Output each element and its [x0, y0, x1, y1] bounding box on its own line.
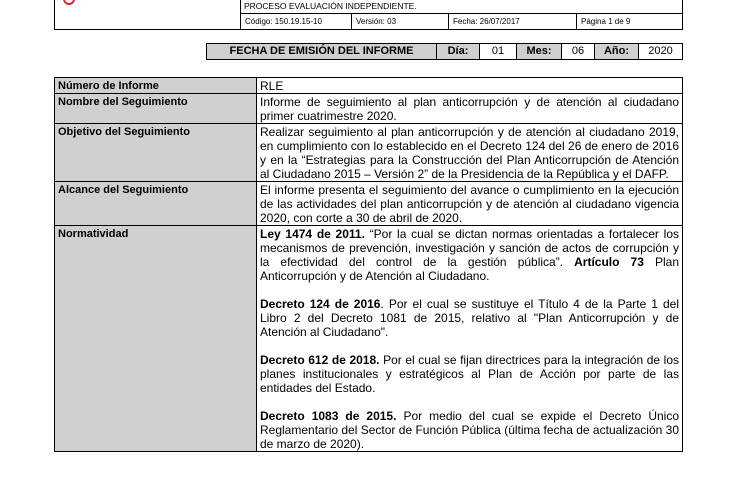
decree-1083-title: Decreto 1083 de 2015.: [260, 409, 397, 423]
year-value: 2020: [648, 45, 673, 57]
decree-612-text: Por el cual se fijan directrices para la integración de los planes institucionales y estratégicos al Plan de Acción por parte de las entidades del Estado.: [260, 353, 679, 395]
objective-label: Objetivo del Seguimiento: [55, 124, 257, 182]
report-number-label: Número de Informe: [55, 78, 257, 94]
law-1474-title: Ley 1474 de 2011.: [260, 227, 365, 241]
decree-612-title: Decreto 612 de 2018.: [260, 353, 380, 367]
header-meta: [241, 14, 682, 30]
month-value: 06: [562, 44, 595, 59]
decree-612-paragraph: [260, 353, 679, 395]
decree-124-title: Decreto 124 de 2016: [260, 297, 381, 311]
scope-value: El informe presenta el seguimiento del avance o cumplimiento en la ejecución de las actividades del plan anticorrupción y de atención al ciudadano vigencia 2020, con corte a 30 de abril de 2020.: [257, 182, 683, 226]
day-value: 01: [480, 44, 517, 59]
decree-124-paragraph: [260, 297, 679, 339]
table-row: [55, 78, 683, 94]
tracking-name-value: Informe de seguimiento al plan anticorrupción y de atención al ciudadano primer cuatrimestre 2020.: [257, 94, 683, 124]
doc-code: Código: 150.19.15-10: [241, 14, 352, 30]
document-header: [54, 0, 683, 30]
header-info: [240, 0, 683, 30]
table-row: [55, 226, 683, 452]
law-1474-paragraph: [260, 227, 679, 283]
scope-label: Alcance del Seguimiento: [55, 182, 257, 226]
regulations-value: [257, 226, 683, 452]
article-73-title: Artículo 73: [574, 255, 644, 269]
emission-label: FECHA DE EMISIÓN DEL INFORME: [207, 44, 437, 59]
logo-cell: [54, 0, 240, 30]
decree-1083-paragraph: [260, 409, 679, 451]
table-row: [55, 182, 683, 226]
report-info-table: [54, 77, 683, 452]
report-number-value: RLE: [257, 78, 683, 94]
tracking-name-label: Nombre del Seguimiento: [55, 94, 257, 124]
doc-version: Versión: 03: [352, 14, 449, 30]
table-row: [55, 124, 683, 182]
table-row: [55, 94, 683, 124]
article-73-text: Plan Anticorrupción y de Atención al Ciudadano.: [260, 255, 680, 283]
decree-1083-text: Por medio del cual se expide el Decreto Único Reglamentario del Sector de Función Pública (última fecha de actualización 30 de marzo de 2020).: [260, 409, 679, 451]
doc-date: Fecha: 26/07/2017: [449, 14, 577, 30]
decree-124-text: . Por el cual se sustituye el Título 4 de la Parte 1 del Libro 2 del Decreto 1081 de 2015, relativo al "Plan Anticorrupción y de Atención al Ciudadano".: [260, 297, 679, 339]
objective-value: Realizar seguimiento al plan anticorrupción y de atención al ciudadano 2019, en cumplimiento con lo establecido en el Decreto 124 del 26 de enero de 2016 y en la “Estrategias para la Construcción del Plan Anticorrupción de Atención al Ciudadano 2015 – Versión 2” de la Presidencia de la República y el DAFP.: [257, 124, 683, 182]
law-1474-text: “Por la cual se dictan normas orientadas a fortalecer los mecanismos de prevención, investigación y sanción de actos de corrupción y la efectividad del control de la gestión pública”.: [260, 227, 679, 269]
day-label: Día:: [437, 44, 480, 59]
doc-page: Página 1 de 9: [581, 17, 631, 26]
emission-date-bar: [206, 43, 683, 60]
process-name: PROCESO EVALUACIÓN INDEPENDIENTE.: [241, 0, 682, 14]
logo-icon: [63, 0, 75, 5]
year-label: Año:: [595, 44, 639, 59]
regulations-label: Normatividad: [55, 226, 257, 452]
month-label: Mes:: [517, 44, 562, 59]
